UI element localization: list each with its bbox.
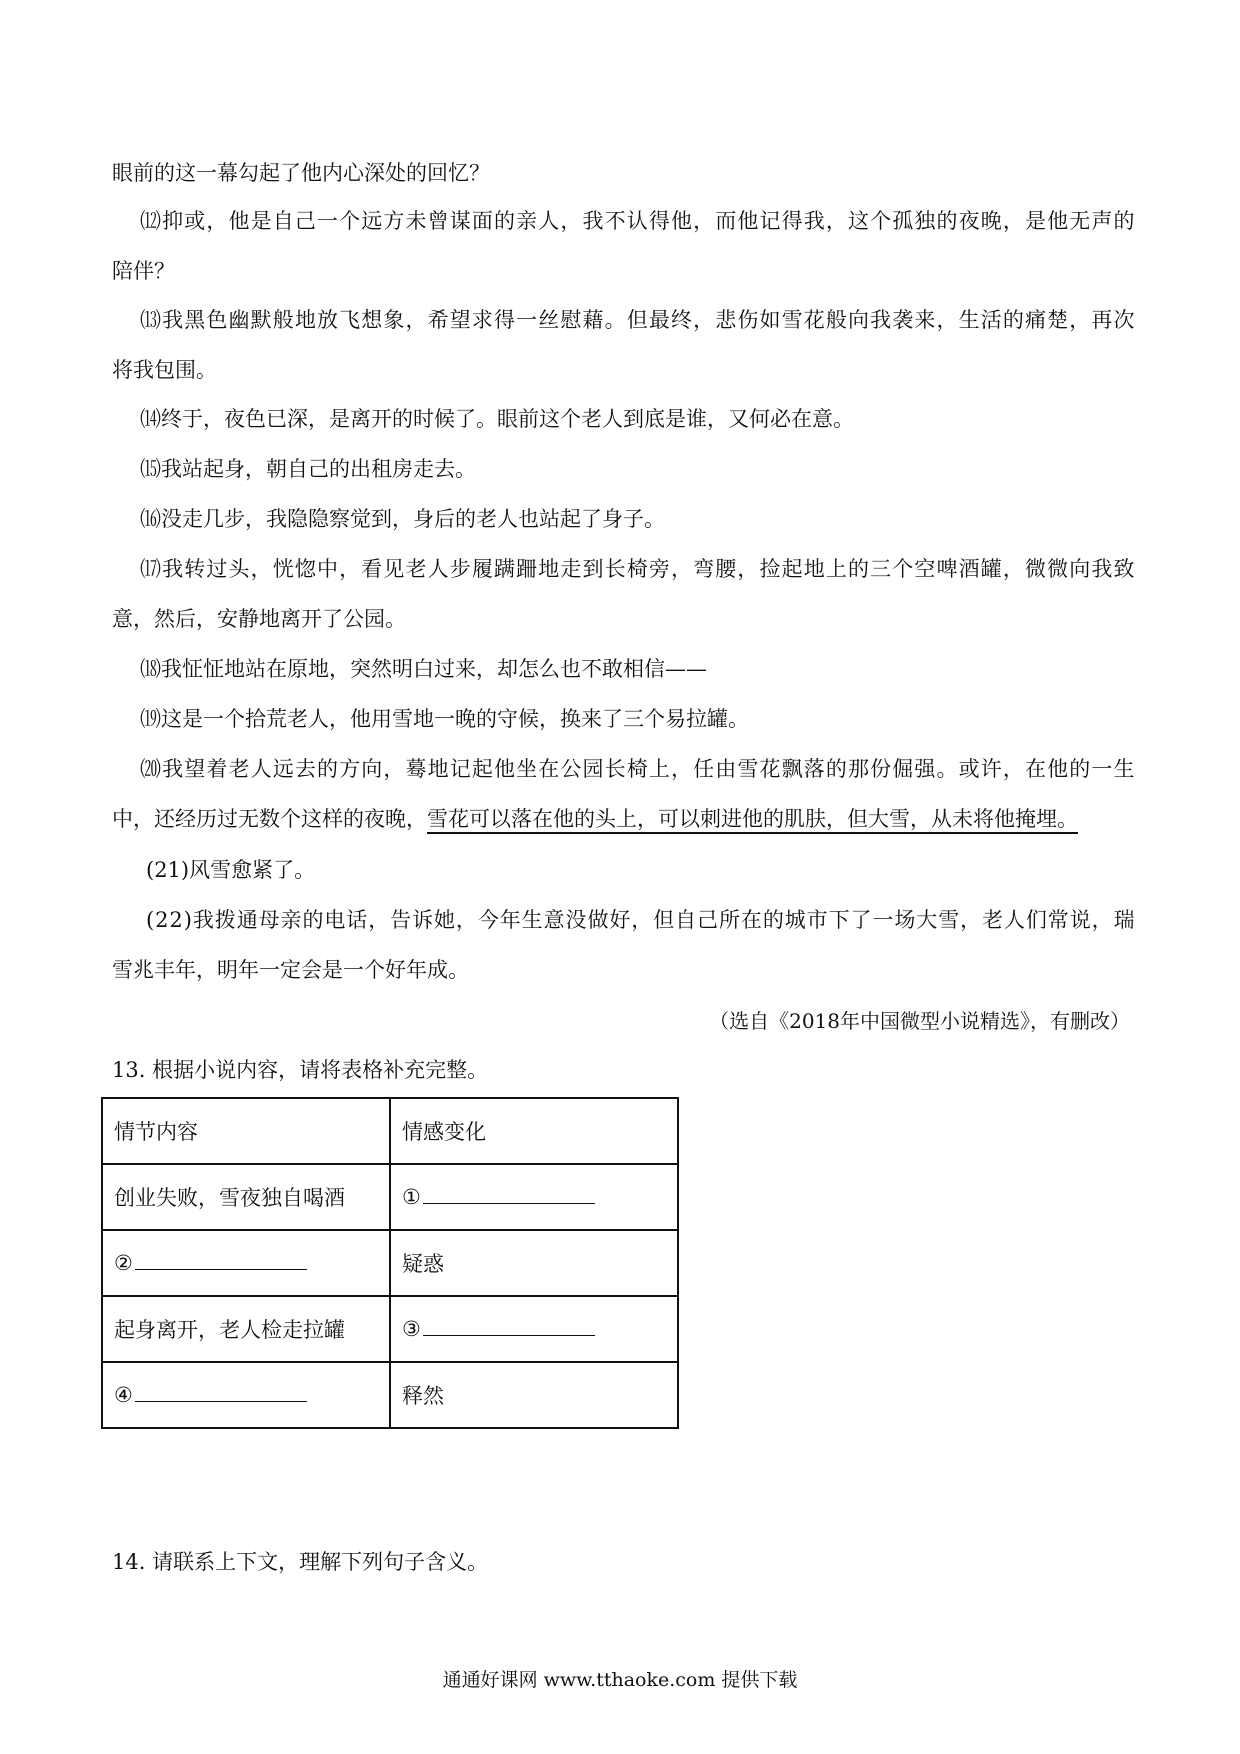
paragraph-20-plain-text: 中，还经历过无数个这样的夜晚，: [112, 807, 427, 831]
paragraph-22-text: ( 2 2 ) 我 拨 通 母 亲 的 电 话 ， 告 诉 她 ， 今 年 生 意 没 做 好 ， 但 自 己 所 在 的 城 市 下 了 一 场 大 雪 ， 老 人 们 常 说 ， 瑞: [146, 908, 1135, 932]
paragraph-18: ⒅我怔怔地站在原地，突然明白过来，却怎么也不敢相信——: [140, 657, 707, 681]
table-cell-blank: [390, 1164, 678, 1230]
paragraph-16: ⒃没走几步，我隐隐察觉到，身后的老人也站起了身子。: [140, 507, 665, 531]
paragraph-14: ⒁终于，夜色已深，是离开的时候了。眼前这个老人到底是谁，又何必在意。: [140, 407, 854, 431]
answer-blank: [423, 1185, 595, 1204]
table-cell: 疑惑: [390, 1230, 678, 1296]
blank-marker: ④: [114, 1383, 133, 1407]
paragraph-13-line-2: 将我包围。: [112, 358, 217, 382]
underlined-sentence: 雪花可以落在他的头上，可以刺进他的肌肤，但大雪，从未将他掩埋。: [427, 807, 1078, 831]
paragraph-21: (21)风雪愈紧了。: [146, 858, 316, 882]
paragraph-13-line-1: [140, 305, 1135, 335]
question-14-prompt: 14. 请联系上下文，理解下列句子含义。: [112, 1550, 489, 1574]
table-header-cell: 情感变化: [390, 1098, 678, 1164]
paragraph-22-line-1: [146, 905, 1135, 935]
table-row: [102, 1164, 678, 1230]
paragraph-17-line-2: 意，然后，安静地离开了公园。: [112, 607, 406, 631]
blank-marker: ③: [402, 1317, 421, 1341]
paragraph-13-text: ⒀ 我 黑 色 幽 默 般 地 放 飞 想 象 ， 希 望 求 得 一 丝 慰 藉 。 但 最 终 ， 悲 伤 如 雪 花 般 向 我 袭 来 ， 生 活 的 痛 楚 ， 再 次: [140, 308, 1135, 332]
table-cell-blank: [390, 1296, 678, 1362]
paragraph-17-text: ⒄ 我 转 过 头 ， 恍 惚 中 ， 看 见 老 人 步 履 蹒 跚 地 走 到 长 椅 旁 ， 弯 腰 ， 捡 起 地 上 的 三 个 空 啤 酒 罐 ， 微 微 向 我 致: [140, 557, 1135, 581]
paragraph-12-text: ⑿ 抑 或 ， 他 是 自 己 一 个 远 方 未 曾 谋 面 的 亲 人 ， 我 不 认 得 他 ， 而 他 记 得 我 ， 这 个 孤 独 的 夜 晚 ， 是 他 无 声 的: [140, 209, 1135, 233]
table-row: [102, 1362, 678, 1428]
source-citation: （选自《2018年中国微型小说精选》，有删改）: [709, 1009, 1130, 1033]
table-header-row: [102, 1098, 678, 1164]
table-cell-blank: [102, 1230, 390, 1296]
page-footer: 通通好课网 www.tthaoke.com 提供下载: [442, 1669, 798, 1691]
blank-marker: ②: [114, 1251, 133, 1275]
paragraph-22-line-2: 雪兆丰年，明年一定会是一个好年成。: [112, 958, 469, 982]
plot-emotion-table: [101, 1097, 679, 1429]
table-cell: 起身离开，老人检走拉罐: [102, 1296, 390, 1362]
paragraph-19: ⒆这是一个拾荒老人，他用雪地一晚的守候，换来了三个易拉罐。: [140, 707, 749, 731]
answer-blank: [135, 1251, 307, 1270]
table-row: [102, 1296, 678, 1362]
paragraph-15: ⒂我站起身，朝自己的出租房走去。: [140, 457, 476, 481]
paragraph-20-text: ⒇ 我 望 着 老 人 远 去 的 方 向 ， 蓦 地 记 起 他 坐 在 公 园 长 椅 上 ， 任 由 雪 花 飘 落 的 那 份 倔 强 。 或 许 ， 在 他 的 一 生: [140, 757, 1135, 781]
paragraph-17-line-1: [140, 554, 1135, 584]
paragraph-11-tail: 眼前的这一幕勾起了他内心深处的回忆？: [112, 161, 490, 185]
table-cell-blank: [102, 1362, 390, 1428]
blank-marker: ①: [402, 1185, 421, 1209]
paragraph-12-line-1: [140, 206, 1135, 236]
paragraph-12-line-2: 陪伴？: [112, 259, 175, 283]
table-row: [102, 1230, 678, 1296]
table-cell: 创业失败，雪夜独自喝酒: [102, 1164, 390, 1230]
paragraph-20-line-1: [140, 754, 1135, 784]
answer-blank: [423, 1317, 595, 1336]
answer-blank: [135, 1383, 307, 1402]
question-13-prompt: 13. 根据小说内容，请将表格补充完整。: [112, 1058, 489, 1082]
table-header-cell: 情节内容: [102, 1098, 390, 1164]
table-cell: 释然: [390, 1362, 678, 1428]
paragraph-20-line-2: [112, 804, 1078, 834]
